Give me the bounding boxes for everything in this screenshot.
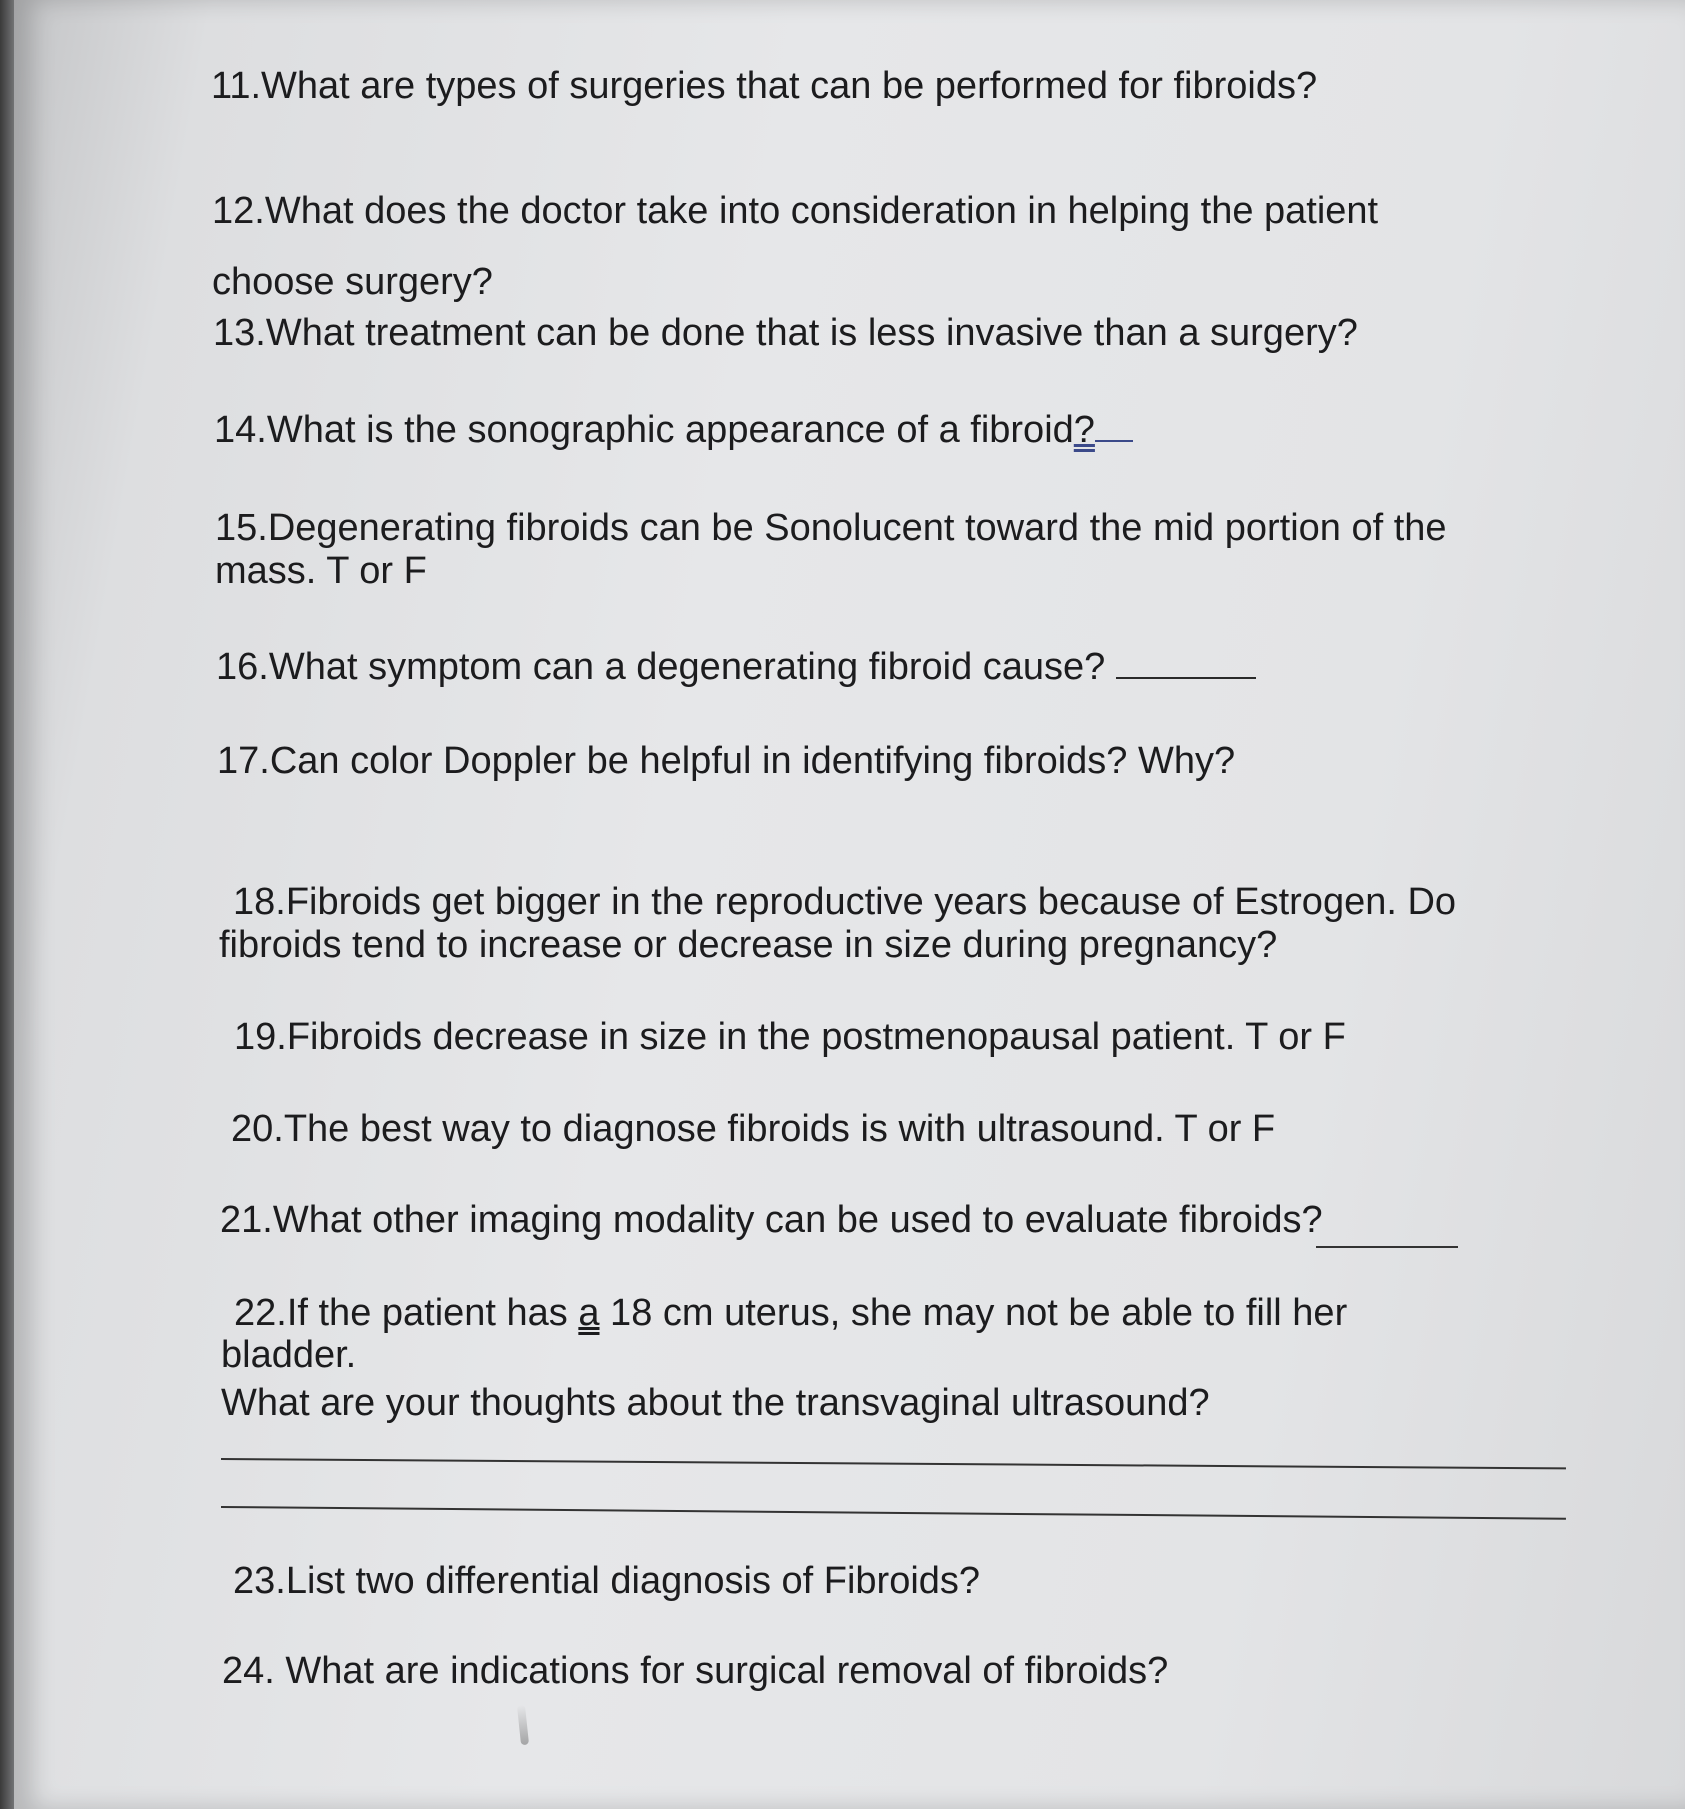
question-22-continued: bladder. xyxy=(221,1334,357,1376)
question-22-prefix: 22.If the patient has xyxy=(234,1292,579,1334)
question-11: 11.What are types of surgeries that can be performed for fibroids? xyxy=(211,65,1318,107)
worksheet-page xyxy=(14,0,1685,1809)
question-21-text: 21.What other imaging modality can be used to evaluate fibroids? xyxy=(220,1199,1323,1241)
question-17: 17.Can color Doppler be helpful in identifying fibroids? Why? xyxy=(217,740,1236,782)
answer-line-22b[interactable] xyxy=(221,1506,1566,1520)
answer-blank-21[interactable] xyxy=(1316,1246,1458,1248)
question-14-underlined-mark: ? xyxy=(1073,409,1095,451)
answer-blank-16[interactable] xyxy=(1116,647,1256,679)
question-14 xyxy=(214,408,1133,452)
question-13: 13.What treatment can be done that is less invasive than a surgery? xyxy=(213,312,1358,354)
pencil-smudge xyxy=(517,1705,529,1746)
question-22-suffix: 18 cm uterus, she may not be able to fill her xyxy=(599,1292,1348,1334)
question-16-text: 16.What symptom can a degenerating fibroid cause? xyxy=(216,646,1106,688)
question-12: 12.What does the doctor take into consideration in helping the patient xyxy=(212,190,1379,232)
question-15: 15.Degenerating fibroids can be Sonolucent toward the mid portion of the xyxy=(215,507,1447,549)
question-22-prompt: What are your thoughts about the transvaginal ultrasound? xyxy=(221,1382,1210,1424)
question-12-continued: choose surgery? xyxy=(212,261,493,303)
question-23: 23.List two differential diagnosis of Fibroids? xyxy=(233,1560,981,1602)
answer-line-22a[interactable] xyxy=(221,1458,1566,1469)
question-18: 18.Fibroids get bigger in the reproductive years because of Estrogen. Do xyxy=(233,881,1457,923)
question-22 xyxy=(234,1291,1347,1335)
question-15-continued: mass. T or F xyxy=(215,550,427,592)
question-19: 19.Fibroids decrease in size in the postmenopausal patient. T or F xyxy=(234,1016,1346,1058)
question-21 xyxy=(220,1198,1323,1242)
question-24: 24. What are indications for surgical removal of fibroids? xyxy=(222,1650,1169,1692)
question-18-continued: fibroids tend to increase or decrease in size during pregnancy? xyxy=(219,924,1278,966)
answer-blank-14[interactable] xyxy=(1095,410,1133,442)
question-16 xyxy=(216,645,1256,689)
question-14-text: 14.What is the sonographic appearance of a fibroid xyxy=(214,409,1074,451)
question-20: 20.The best way to diagnose fibroids is with ultrasound. T or F xyxy=(231,1108,1276,1150)
question-22-underlined-word: a xyxy=(578,1292,600,1334)
